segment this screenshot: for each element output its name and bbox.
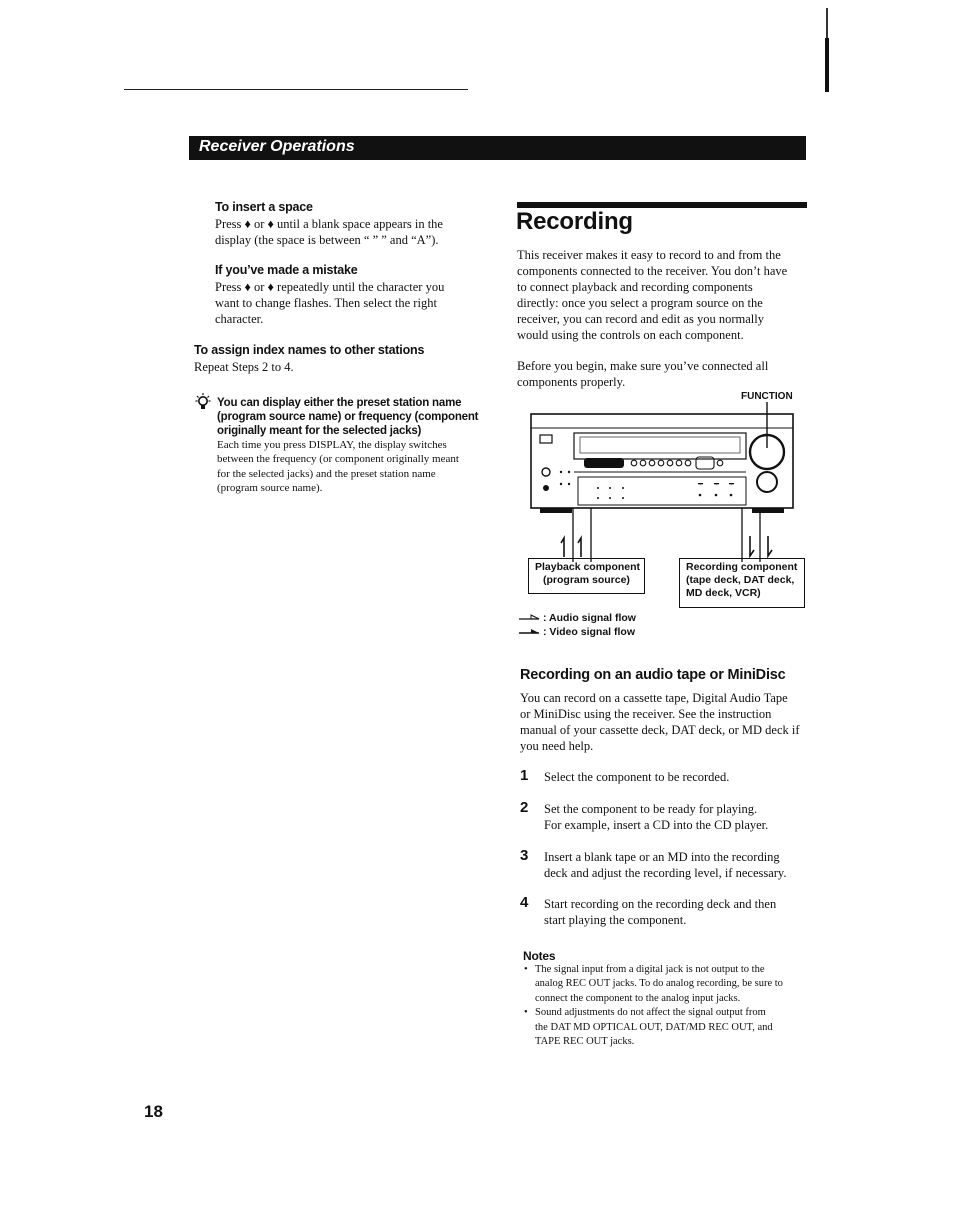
recording-label-line: MD deck, VCR) <box>686 587 761 599</box>
step-number: 2 <box>520 799 529 816</box>
audio-tape-line: you need help. <box>520 739 594 753</box>
step-line: For example, insert a CD into the CD player. <box>544 818 769 832</box>
mistake-line: character. <box>215 312 264 326</box>
step-line: Select the component to be recorded. <box>544 770 730 784</box>
mistake-line: Press ♦ or ♦ repeatedly until the character you <box>215 280 445 294</box>
tip-line: (program source name). <box>217 482 323 494</box>
before-line: components properly. <box>517 375 626 389</box>
mistake-line: want to change flashes. Then select the right <box>215 296 437 310</box>
intro-line: directly: once you select a program source on the <box>517 296 763 310</box>
step-number: 3 <box>520 847 529 864</box>
insert-space-heading: To insert a space <box>215 200 313 214</box>
audio-flow-arrow-icon <box>519 614 543 622</box>
recording-component-box <box>679 558 805 608</box>
tip-line: between the frequency (or component originally meant <box>217 453 459 465</box>
assign-heading: To assign index names to other stations <box>194 343 425 357</box>
binding-mark <box>823 8 831 92</box>
step-line: start playing the component. <box>544 913 687 927</box>
note-bullet: • <box>524 1007 528 1018</box>
step-line: Start recording on the recording deck and then <box>544 897 777 911</box>
note-bullet: • <box>524 964 528 975</box>
note-line: analog REC OUT jacks. To do analog recording, be sure to <box>535 978 783 989</box>
top-rule <box>124 89 468 90</box>
recording-label-line: Recording component <box>686 561 798 573</box>
tip-heading-line: (program source name) or frequency (component <box>217 411 479 423</box>
tip-line: for the selected jacks) and the preset station name <box>217 468 436 480</box>
recording-label-line: (tape deck, DAT deck, <box>686 574 795 586</box>
playback-label-line: Playback component <box>535 561 641 573</box>
receiver-diagram <box>528 402 802 566</box>
note-line: the DAT MD OPTICAL OUT, DAT/MD REC OUT, and <box>535 1022 773 1033</box>
video-flow-legend: : Video signal flow <box>543 626 635 638</box>
note-line: connect the component to the analog input jacks. <box>535 993 741 1004</box>
insert-space-line: display (the space is between “ ” ” and “A”). <box>215 233 439 247</box>
intro-line: receiver, you can record and edit as you normally <box>517 312 764 326</box>
intro-line: to connect playback and recording components <box>517 280 753 294</box>
tip-heading-line: You can display either the preset station name <box>217 397 462 409</box>
note-line: TAPE REC OUT jacks. <box>535 1036 635 1047</box>
audio-flow-legend: : Audio signal flow <box>543 612 636 624</box>
before-line: Before you begin, make sure you’ve connected all <box>517 359 769 373</box>
step-line: deck and adjust the recording level, if necessary. <box>544 866 787 880</box>
recording-title: Recording <box>516 208 633 235</box>
intro-line: components connected to the receiver. You don’t have <box>517 264 788 278</box>
intro-line: would using the controls on each component. <box>517 328 744 342</box>
note-line: The signal input from a digital jack is not output to the <box>535 964 765 975</box>
section-header-title: Receiver Operations <box>199 138 355 155</box>
audio-tape-line: or MiniDisc using the receiver. See the instruction <box>520 707 772 721</box>
audio-tape-heading: Recording on an audio tape or MiniDisc <box>520 667 786 683</box>
step-number: 1 <box>520 767 529 784</box>
function-label: FUNCTION <box>741 391 793 402</box>
audio-tape-line: manual of your cassette deck, DAT deck, or MD deck if <box>520 723 800 737</box>
note-line: Sound adjustments do not affect the signal output from <box>535 1007 766 1018</box>
page-number: 18 <box>144 1102 163 1121</box>
insert-space-line: Press ♦ or ♦ until a blank space appears in the <box>215 217 443 231</box>
step-line: Set the component to be ready for playing. <box>544 802 758 816</box>
video-flow-arrow-icon <box>519 628 543 636</box>
step-line: Insert a blank tape or an MD into the recording <box>544 850 780 864</box>
tip-heading-line: originally meant for the selected jacks) <box>217 425 422 437</box>
assign-line: Repeat Steps 2 to 4. <box>194 360 294 374</box>
mistake-heading: If you’ve made a mistake <box>215 263 358 277</box>
tip-bulb-icon <box>195 392 211 412</box>
playback-component-box <box>528 558 645 594</box>
tip-line: Each time you press DISPLAY, the display switches <box>217 439 447 451</box>
intro-line: This receiver makes it easy to record to and from the <box>517 248 781 262</box>
step-number: 4 <box>520 894 529 911</box>
playback-label-line: (program source) <box>543 574 630 586</box>
audio-tape-line: You can record on a cassette tape, Digital Audio Tape <box>520 691 788 705</box>
notes-heading: Notes <box>523 949 556 963</box>
